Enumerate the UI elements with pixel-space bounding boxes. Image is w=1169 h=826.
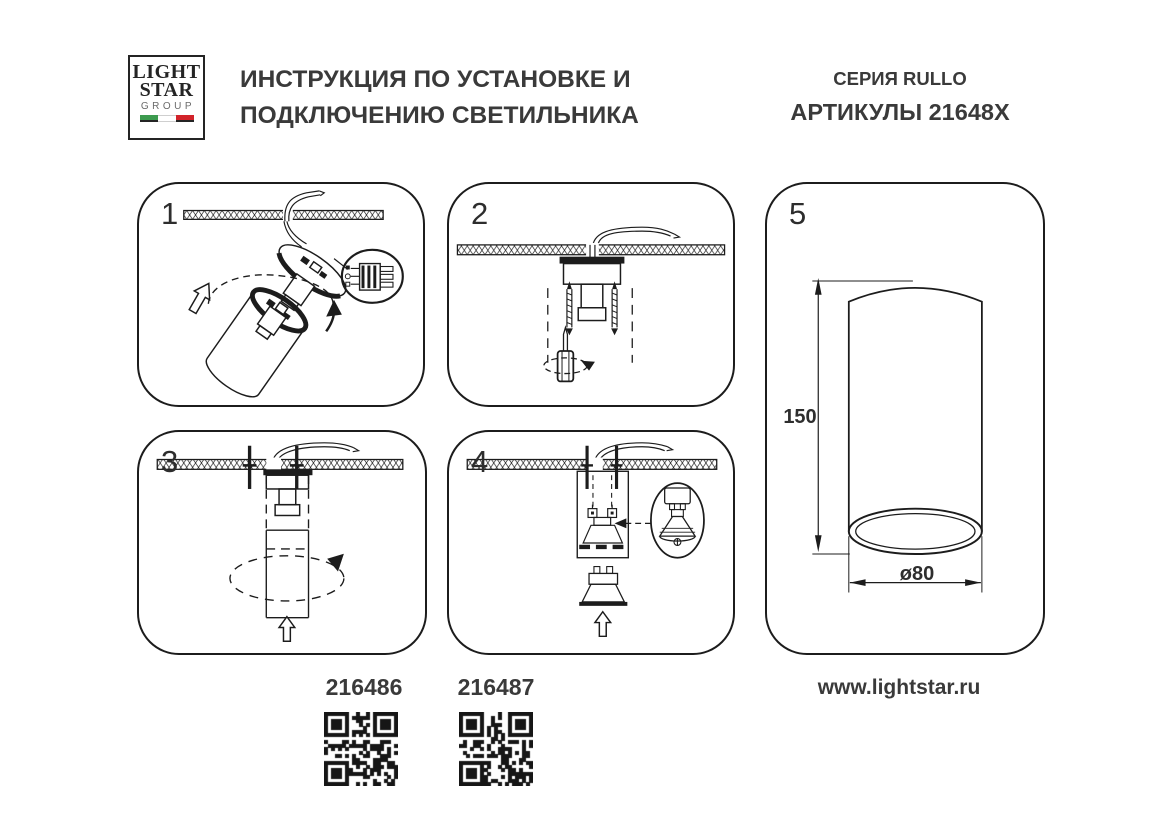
italy-flag-stripe bbox=[140, 115, 194, 122]
step-number-1: 1 bbox=[161, 196, 179, 231]
height-dimension bbox=[812, 278, 913, 554]
screw-right bbox=[611, 281, 618, 335]
website-url: www.lightstar.ru bbox=[817, 676, 981, 699]
cylinder-bottom-rim-outer bbox=[849, 509, 982, 554]
power-wire bbox=[593, 227, 679, 245]
step-number-3: 3 bbox=[161, 444, 179, 479]
articles-label: АРТИКУЛЫ 21648X bbox=[790, 99, 1010, 125]
qr-code bbox=[459, 712, 533, 786]
title-line-2: ПОДКЛЮЧЕНИЮ СВЕТИЛЬНИКА bbox=[240, 102, 639, 129]
turn-arrowhead bbox=[327, 554, 344, 572]
step-number-5: 5 bbox=[789, 196, 807, 231]
step-number-4: 4 bbox=[471, 444, 489, 479]
terminal-block-detail bbox=[342, 250, 403, 303]
push-up-arrow bbox=[279, 617, 295, 642]
diagram-step-1-remove-body bbox=[139, 184, 423, 405]
plate-body bbox=[266, 475, 308, 489]
cylinder-outline bbox=[849, 288, 982, 531]
power-wire bbox=[273, 443, 358, 460]
series-block bbox=[770, 68, 1030, 126]
rotation-dashed-ellipse bbox=[230, 556, 344, 601]
gu10-lamp-detail bbox=[651, 483, 704, 558]
title-line-1: ИНСТРУКЦИЯ ПО УСТАНОВКЕ И bbox=[240, 66, 631, 93]
step-panel-1 bbox=[137, 182, 425, 407]
turn-arrow bbox=[326, 300, 342, 331]
page-title bbox=[240, 62, 639, 134]
power-wire bbox=[595, 443, 673, 460]
plate-flange bbox=[560, 257, 625, 264]
pull-direction-arrow bbox=[185, 279, 217, 316]
diagram-step-3-twist-body bbox=[139, 432, 425, 653]
logo-group: GROUP bbox=[140, 101, 196, 112]
screw-left bbox=[566, 281, 573, 335]
step-panel-5 bbox=[765, 182, 1045, 655]
diagram-step-2-screw-plate bbox=[449, 184, 733, 405]
flag-red bbox=[176, 115, 194, 120]
diagram-step-4-insert-lamp bbox=[449, 432, 733, 653]
product-code-2: 216487 bbox=[457, 674, 535, 700]
height-dimension-label: 150 bbox=[783, 406, 817, 428]
step-panel-4 bbox=[447, 430, 735, 655]
plate-flange bbox=[263, 469, 312, 475]
socket-stem bbox=[279, 489, 296, 505]
gu10-lamp bbox=[579, 567, 627, 606]
series-label: СЕРИЯ RULLO bbox=[833, 68, 967, 89]
plate-body bbox=[563, 264, 620, 285]
push-up-arrow bbox=[595, 612, 611, 637]
step-panel-3 bbox=[137, 430, 427, 655]
step-panel-2 bbox=[447, 182, 735, 407]
socket-end bbox=[275, 505, 300, 516]
lightstar-logo bbox=[128, 55, 205, 140]
logo-light: LIGHT bbox=[132, 61, 201, 83]
qr-code bbox=[324, 712, 398, 786]
socket-stem bbox=[581, 284, 603, 308]
cylinder-bottom-rim-inner bbox=[856, 514, 975, 549]
cylinder-sliding bbox=[266, 475, 308, 617]
screwdriver bbox=[544, 327, 595, 381]
socket-end bbox=[578, 308, 606, 321]
logo-star: STAR bbox=[139, 79, 194, 101]
product-code-1: 216486 bbox=[325, 674, 403, 700]
flag-green bbox=[140, 115, 158, 120]
diameter-dimension-label: ø80 bbox=[899, 563, 935, 585]
flag-white bbox=[158, 115, 176, 122]
step-number-2: 2 bbox=[471, 196, 489, 231]
